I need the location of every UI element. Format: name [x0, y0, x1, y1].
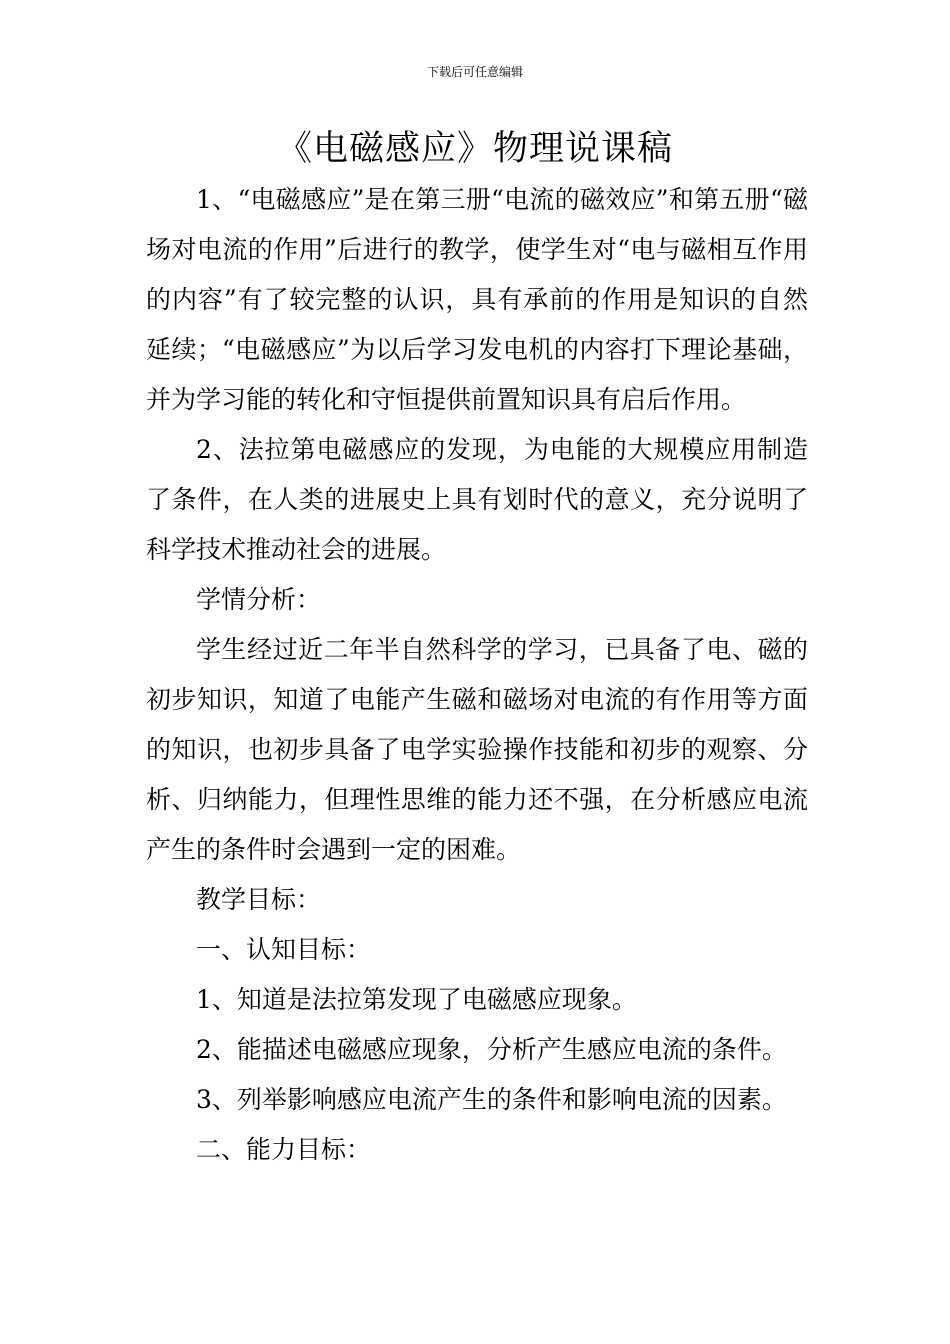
- header-note: 下载后可任意编辑: [426, 65, 523, 79]
- paragraph-1: 1、“电磁感应”是在第三册“电流的磁效应”和第五册“磁场对电流的作用”后进行的教学，使学生对“电与磁相互作用的内容”有了较完整的认识，具有承前的作用是知识的自然延续；“电磁感应”为以后学习发电机的内容打下理论基础，并为学习能的转化和守恒提供前置知识具有启后作用。: [146, 185, 808, 414]
- paragraph-2: 2、法拉第电磁感应的发现，为电能的大规模应用制造了条件，在人类的进展史上具有划时代的意义，充分说明了科学技术推动社会的进展。: [146, 435, 808, 564]
- subheading-ability-goals: 二、能力目标：: [196, 1135, 372, 1164]
- document-title: 《电磁感应》物理说课稿: [276, 129, 673, 169]
- document-body: [146, 175, 808, 1175]
- goal-item-3: 3、列举影响感应电流产生的条件和影响电流的因素。: [196, 1085, 787, 1114]
- section-heading-student-analysis: 学情分析：: [196, 585, 322, 614]
- subheading-cognitive-goals: 一、认知目标：: [196, 935, 372, 964]
- section-heading-teaching-goals: 教学目标：: [196, 885, 322, 914]
- goal-item-2: 2、能描述电磁感应现象，分析产生感应电流的条件。: [196, 1035, 787, 1064]
- goal-item-1: 1、知道是法拉第发现了电磁感应现象。: [196, 985, 637, 1014]
- paragraph-student-analysis: 学生经过近二年半自然科学的学习，已具备了电、磁的初步知识，知道了电能产生磁和磁场对电流的有作用等方面的知识，也初步具备了电学实验操作技能和初步的观察、分析、归纳能力，但理性思维的能力还不强，在分析感应电流产生的条件时会遇到一定的困难。: [146, 635, 808, 864]
